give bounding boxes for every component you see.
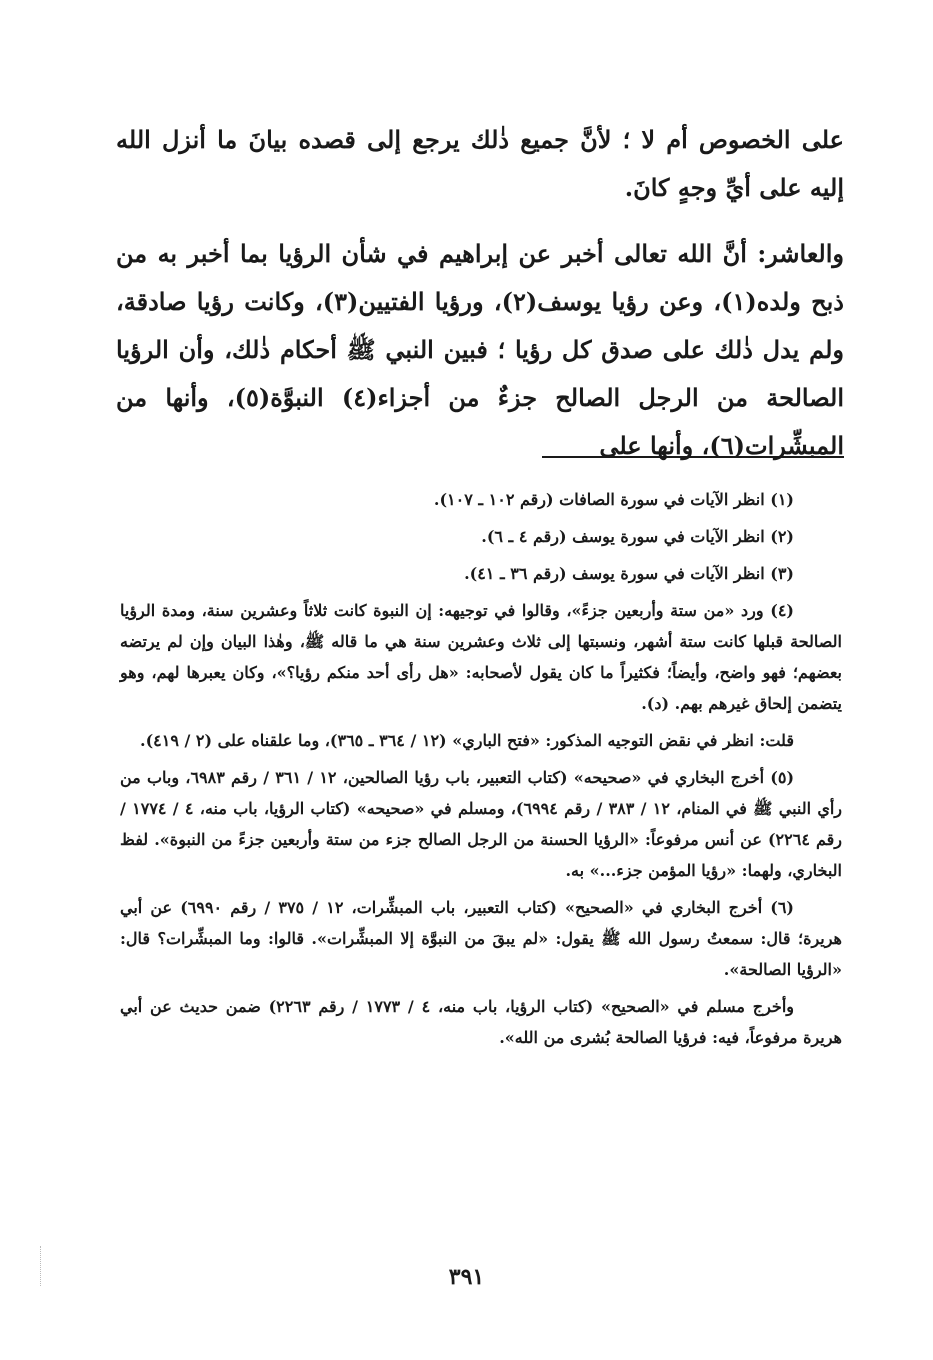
- main-paragraph-2: [116, 230, 844, 470]
- footnote-6: (٦) أخرج البخاري في «الصحيح» (كتاب التعبير، باب المبشِّرات، ١٢ / ٣٧٥ / رقم ٦٩٩٠) عن أبي هريرة؛ قال: سمعتُ رسول الله ﷺ يقول: «لم يبقَ من النبوَّة إلا المبشِّرات». قالوا: وما المبشِّرات؟ قال: «الرؤيا الصالحة».: [120, 898, 842, 979]
- footnote-separator: [542, 456, 844, 458]
- footnote-2: (٢) انظر الآيات في سورة يوسف (رقم ٤ ـ ٦).: [481, 527, 794, 546]
- footnote-3: (٣) انظر الآيات في سورة يوسف (رقم ٣٦ ـ ٤١).: [464, 564, 794, 583]
- footnote-6-continuation: وأخرج مسلم في «الصحيح» (كتاب الرؤيا، باب منه، ٤ / ١٧٧٣ / رقم ٢٢٦٣) ضمن حديث عن أبي هريرة مرفوعاً، فيه: فرؤيا الصالحة بُشرى من الله».: [120, 997, 842, 1047]
- footnote-5: (٥) أخرج البخاري في «صحيحه» (كتاب التعبير، باب رؤيا الصالحين، ١٢ / ٣٦١ / رقم ٦٩٨٣، وباب من رأي النبي ﷺ في المنام، ١٢ / ٣٨٣ / رقم ٦٩٩٤)، ومسلم في «صحيحه» (كتاب الرؤيا، باب منه، ٤ / ١٧٧٤ / رقم ٢٢٦٤) عن أنس مرفوعاً: «الرؤيا الحسنة من الرجل الصالح جزء من ستة وأربعين جزءً من النبوة». لفظ البخاري، ولهما: «رؤيا المؤمن جزء...» به.: [120, 768, 843, 880]
- footnotes-section: [120, 484, 842, 1059]
- footnote-4-editor-note: قلت: انظر في نقض التوجيه المذكور: «فتح الباري» (١٢ / ٣٦٤ ـ ٣٦٥)، وما علقناه على (٢ / ٤١٩).: [140, 731, 794, 750]
- paragraph-lead-word: والعاشر:: [757, 239, 844, 268]
- paragraph-2-body: أنَّ الله تعالى أخبر عن إبراهيم في شأن الرؤيا بما أخبر به من ذبح ولده(١)، وعن رؤيا يوسف(٢)، ورؤيا الفتيين(٣)، وكانت رؤيا صادقة، ولم يدل ذٰلك على صدق كل رؤيا ؛ فبين النبي ﷺ أحكام ذٰلك، وأن الرؤيا الصالحة من الرجل الصالح جزءٌ من أجزاء(٤) النبوَّة(٥)، وأنها من المبشِّرات(٦)، وأنها على: [116, 239, 844, 460]
- footnote-4: (٤) ورد «من ستة وأربعين جزءً»، وقالوا في توجيهه: إن النبوة كانت ثلاثاً وعشرين سنة، ومدة الرؤيا الصالحة قبلها كانت ستة أشهر، ونسبتها إلى ثلاث وعشرين سنة هي ما قاله ﷺ، وهٰذا البيان وإن لم يرتضه بعضهم؛ فهو واضح، وأيضاً؛ فكثيراً ما كان يقول لأصحابه: «هل رأى أحد منكم رؤيا؟»، وكان يعبرها لهم، وهو يتضمن إلحاق غيرهم بهم. (د).: [120, 601, 843, 713]
- main-paragraph-1: على الخصوص أم لا ؛ لأنَّ جميع ذٰلك يرجع إلى قصده بيانَ ما أنزل الله إليه على أيِّ وجهٍ كانَ.: [116, 125, 844, 202]
- footnote-1: (١) انظر الآيات في سورة الصافات (رقم ١٠٢ ـ ١٠٧).: [433, 490, 794, 509]
- page-number: ٣٩١: [448, 1264, 485, 1290]
